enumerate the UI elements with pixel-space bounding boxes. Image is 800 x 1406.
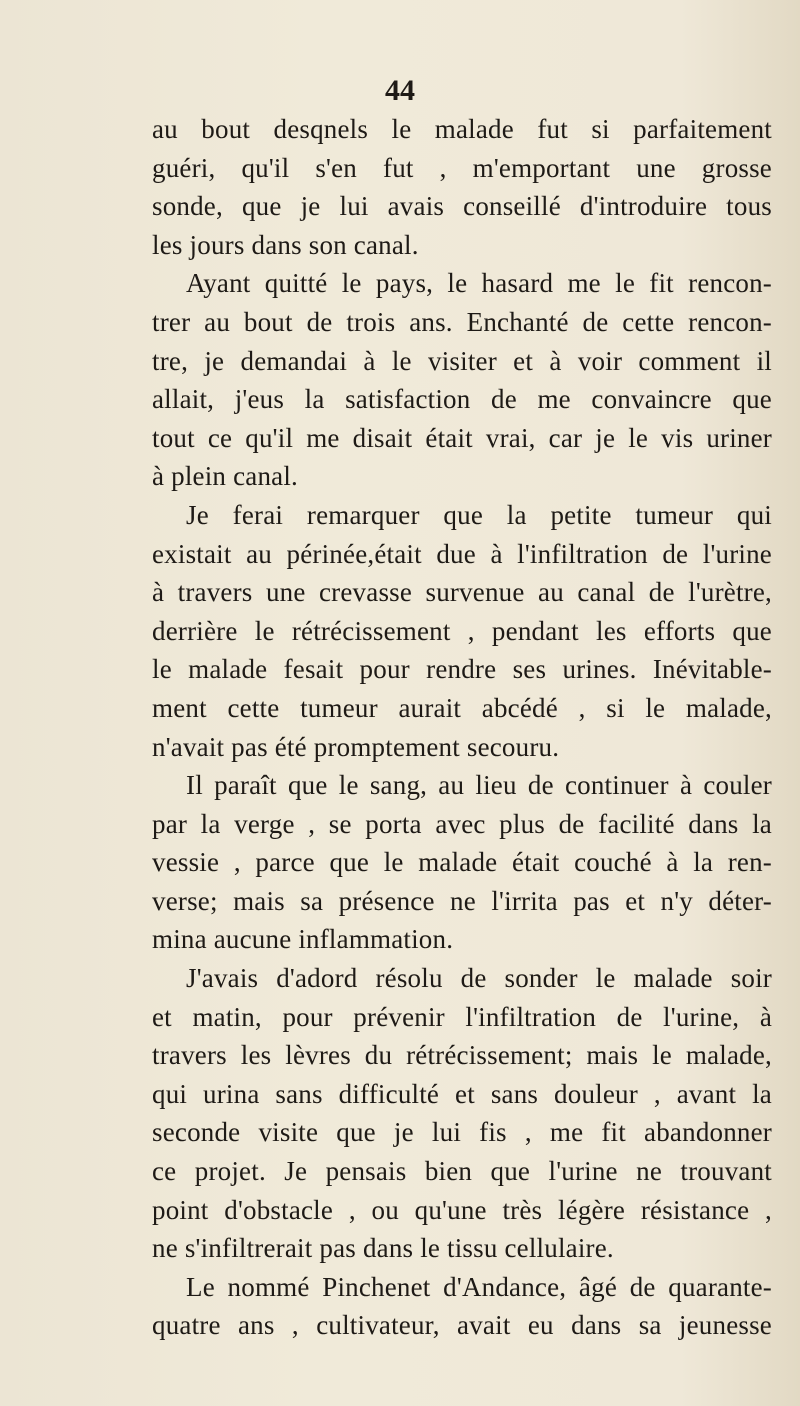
text-line: Je ferai remarquer que la petite tumeur qui	[186, 499, 772, 530]
text-line: quatre ans , cultivateur, avait eu dans sa jeunesse	[152, 1310, 772, 1341]
text-line: n'avait pas été promptement secouru.	[152, 731, 560, 762]
text-line: à travers une crevasse survenue au canal de l'urètre,	[152, 577, 772, 608]
text-line: allait, j'eus la satisfaction de me convaincre que	[152, 384, 772, 415]
text-line: mina aucune inflammation.	[152, 924, 454, 955]
text-line: les jours dans son canal.	[152, 229, 419, 260]
text-line: le malade fesait pour rendre ses urines. Inévitable-	[152, 654, 772, 685]
text-line: travers les lèvres du rétrécissement; mais le malade,	[152, 1040, 772, 1071]
text-line: point d'obstacle , ou qu'une très légère résistance ,	[152, 1194, 772, 1225]
text-line: ment cette tumeur aurait abcédé , si le malade,	[152, 692, 772, 723]
text-line: ce projet. Je pensais bien que l'urine ne trouvant	[152, 1156, 772, 1187]
text-line: Il paraît que le sang, au lieu de continuer à couler	[186, 770, 772, 801]
text-line: existait au périnée,était due à l'infiltration de l'urine	[152, 538, 772, 569]
text-line: J'avais d'adord résolu de sonder le malade soir	[186, 963, 772, 994]
text-line: à plein canal.	[152, 461, 298, 492]
text-line: vessie , parce que le malade était couché à la ren-	[152, 847, 772, 878]
text-line: tre, je demandai à le visiter et à voir comment il	[152, 345, 772, 376]
text-line: Ayant quitté le pays, le hasard me le fit rencon-	[186, 268, 772, 299]
text-line: Le nommé Pinchenet d'Andance, âgé de quarante-	[186, 1271, 772, 1302]
text-line: tout ce qu'il me disait était vrai, car je le vis uriner	[152, 422, 772, 453]
text-line: seconde visite que je lui fis , me fit abandonner	[152, 1117, 772, 1148]
text-line: sonde, que je lui avais conseillé d'introduire tous	[152, 191, 772, 222]
text-line: qui urina sans difficulté et sans douleur , avant la	[152, 1078, 772, 1109]
body-text	[152, 110, 772, 1345]
text-line: ne s'infiltrerait pas dans le tissu cellulaire.	[152, 1233, 614, 1264]
text-line: trer au bout de trois ans. Enchanté de cette rencon-	[152, 306, 772, 337]
text-line: verse; mais sa présence ne l'irrita pas et n'y déter-	[152, 885, 772, 916]
text-line: par la verge , se porta avec plus de facilité dans la	[152, 808, 772, 839]
text-line: au bout desqnels le malade fut si parfaitement	[152, 114, 772, 144]
text-line: et matin, pour prévenir l'infiltration de l'urine, à	[152, 1001, 772, 1032]
text-line: guéri, qu'il s'en fut , m'emportant une grosse	[152, 152, 772, 183]
page-number: 44	[385, 74, 415, 107]
text-line: derrière le rétrécissement , pendant les efforts que	[152, 615, 772, 646]
